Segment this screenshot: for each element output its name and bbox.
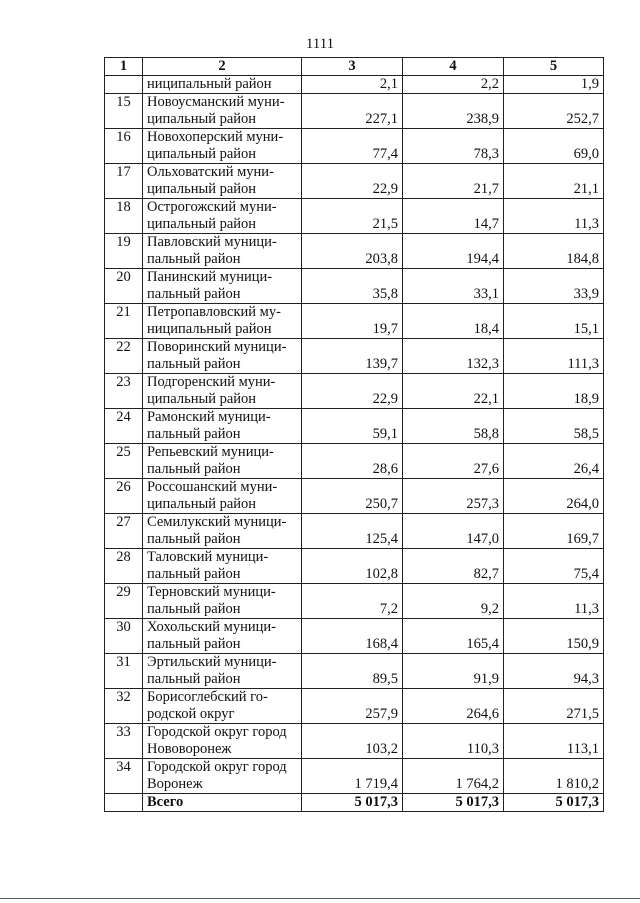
row-number: 29 [105, 584, 143, 619]
row-value-col3: 7,2 [302, 584, 403, 619]
table-row [105, 654, 604, 689]
row-number: 32 [105, 689, 143, 724]
row-value-col5: 169,7 [504, 514, 604, 549]
table-row [105, 234, 604, 269]
table-row [105, 199, 604, 234]
table-row [105, 759, 604, 794]
row-name: Панинский муници- пальный район [143, 269, 302, 304]
row-name: Семилукский муници- пальный район [143, 514, 302, 549]
row-value-col4: 27,6 [403, 444, 504, 479]
row-value-col3: 168,4 [302, 619, 403, 654]
row-number: 30 [105, 619, 143, 654]
header-col-4: 4 [403, 58, 504, 76]
header-row [105, 58, 604, 76]
row-value-col5: 11,3 [504, 584, 604, 619]
row-value-col3: 125,4 [302, 514, 403, 549]
row-value-col5: 69,0 [504, 129, 604, 164]
total-value-col4: 5 017,3 [403, 794, 504, 812]
row-number: 16 [105, 129, 143, 164]
table-row [105, 549, 604, 584]
row-value-col3: 19,7 [302, 304, 403, 339]
row-value-col4: 58,8 [403, 409, 504, 444]
table-row [105, 584, 604, 619]
total-value-col3: 5 017,3 [302, 794, 403, 812]
header-col-5: 5 [504, 58, 604, 76]
row-value-col5: 1,9 [504, 76, 604, 94]
row-value-col3: 22,9 [302, 374, 403, 409]
row-value-col5: 75,4 [504, 549, 604, 584]
row-value-col3: 257,9 [302, 689, 403, 724]
row-value-col4: 147,0 [403, 514, 504, 549]
row-value-col4: 132,3 [403, 339, 504, 374]
table-row [105, 94, 604, 129]
row-value-col3: 139,7 [302, 339, 403, 374]
table-row [105, 514, 604, 549]
row-value-col4: 238,9 [403, 94, 504, 129]
data-table [104, 57, 604, 812]
row-value-col4: 165,4 [403, 619, 504, 654]
row-value-col4: 194,4 [403, 234, 504, 269]
row-number: 25 [105, 444, 143, 479]
row-value-col4: 257,3 [403, 479, 504, 514]
page-number: 1111 [305, 36, 335, 52]
total-value-col5: 5 017,3 [504, 794, 604, 812]
table-row [105, 619, 604, 654]
total-label: Всего [143, 794, 302, 812]
row-name: Городской округ город Нововоронеж [143, 724, 302, 759]
row-name: Подгоренский муни- ципальный район [143, 374, 302, 409]
footer-divider [0, 898, 640, 899]
total-row [105, 794, 604, 812]
row-value-col5: 252,7 [504, 94, 604, 129]
row-name: Поворинский муници- пальный район [143, 339, 302, 374]
table-row [105, 689, 604, 724]
table-body [105, 76, 604, 812]
table-row [105, 164, 604, 199]
total-number [105, 794, 143, 812]
row-name: Таловский муници- пальный район [143, 549, 302, 584]
row-name: Эртильский муници- пальный район [143, 654, 302, 689]
row-value-col5: 26,4 [504, 444, 604, 479]
row-value-col4: 82,7 [403, 549, 504, 584]
row-name: Рамонский муници- пальный район [143, 409, 302, 444]
row-value-col3: 59,1 [302, 409, 403, 444]
header-col-3: 3 [302, 58, 403, 76]
row-number [105, 76, 143, 94]
row-value-col4: 91,9 [403, 654, 504, 689]
row-number: 28 [105, 549, 143, 584]
row-name: Павловский муници- пальный район [143, 234, 302, 269]
row-value-col5: 1 810,2 [504, 759, 604, 794]
row-name: ниципальный район [143, 76, 302, 94]
row-number: 22 [105, 339, 143, 374]
table-row [105, 724, 604, 759]
row-value-col5: 111,3 [504, 339, 604, 374]
row-value-col4: 33,1 [403, 269, 504, 304]
row-value-col4: 21,7 [403, 164, 504, 199]
row-number: 21 [105, 304, 143, 339]
table-row [105, 129, 604, 164]
table-row [105, 409, 604, 444]
row-value-col4: 14,7 [403, 199, 504, 234]
row-value-col5: 94,3 [504, 654, 604, 689]
row-value-col5: 58,5 [504, 409, 604, 444]
row-value-col3: 250,7 [302, 479, 403, 514]
row-number: 27 [105, 514, 143, 549]
row-value-col4: 264,6 [403, 689, 504, 724]
row-value-col3: 103,2 [302, 724, 403, 759]
row-name: Борисоглебский го- родской округ [143, 689, 302, 724]
header-col-2: 2 [143, 58, 302, 76]
row-value-col3: 22,9 [302, 164, 403, 199]
row-value-col5: 184,8 [504, 234, 604, 269]
row-value-col3: 1 719,4 [302, 759, 403, 794]
row-value-col5: 15,1 [504, 304, 604, 339]
row-value-col5: 264,0 [504, 479, 604, 514]
header-col-1: 1 [105, 58, 143, 76]
row-value-col4: 2,2 [403, 76, 504, 94]
row-value-col5: 113,1 [504, 724, 604, 759]
row-number: 31 [105, 654, 143, 689]
row-value-col4: 22,1 [403, 374, 504, 409]
row-value-col3: 203,8 [302, 234, 403, 269]
row-name: Новоусманский муни- ципальный район [143, 94, 302, 129]
row-name: Россошанский муни- ципальный район [143, 479, 302, 514]
row-number: 34 [105, 759, 143, 794]
row-name: Городской округ город Воронеж [143, 759, 302, 794]
row-name: Новохоперский муни- ципальный район [143, 129, 302, 164]
row-number: 17 [105, 164, 143, 199]
row-value-col5: 271,5 [504, 689, 604, 724]
table-row [105, 339, 604, 374]
row-name: Острогожский муни- ципальный район [143, 199, 302, 234]
table-row [105, 269, 604, 304]
row-number: 33 [105, 724, 143, 759]
row-value-col3: 28,6 [302, 444, 403, 479]
table-row [105, 76, 604, 94]
row-value-col3: 35,8 [302, 269, 403, 304]
row-value-col3: 77,4 [302, 129, 403, 164]
row-value-col5: 33,9 [504, 269, 604, 304]
row-value-col4: 18,4 [403, 304, 504, 339]
row-number: 24 [105, 409, 143, 444]
row-name: Хохольский муници- пальный район [143, 619, 302, 654]
table-row [105, 444, 604, 479]
row-number: 19 [105, 234, 143, 269]
row-number: 23 [105, 374, 143, 409]
row-value-col3: 102,8 [302, 549, 403, 584]
row-value-col3: 89,5 [302, 654, 403, 689]
row-name: Репьевский муници- пальный район [143, 444, 302, 479]
row-value-col5: 11,3 [504, 199, 604, 234]
row-number: 18 [105, 199, 143, 234]
row-value-col4: 9,2 [403, 584, 504, 619]
row-value-col3: 2,1 [302, 76, 403, 94]
row-name: Петропавловский му- ниципальный район [143, 304, 302, 339]
row-value-col4: 110,3 [403, 724, 504, 759]
row-value-col5: 21,1 [504, 164, 604, 199]
row-value-col3: 21,5 [302, 199, 403, 234]
table-row [105, 479, 604, 514]
row-number: 20 [105, 269, 143, 304]
table-row [105, 304, 604, 339]
table-row [105, 374, 604, 409]
row-number: 15 [105, 94, 143, 129]
row-value-col5: 18,9 [504, 374, 604, 409]
row-value-col3: 227,1 [302, 94, 403, 129]
row-value-col4: 1 764,2 [403, 759, 504, 794]
row-name: Ольховатский муни- ципальный район [143, 164, 302, 199]
row-number: 26 [105, 479, 143, 514]
row-value-col5: 150,9 [504, 619, 604, 654]
row-value-col4: 78,3 [403, 129, 504, 164]
row-name: Терновский муници- пальный район [143, 584, 302, 619]
